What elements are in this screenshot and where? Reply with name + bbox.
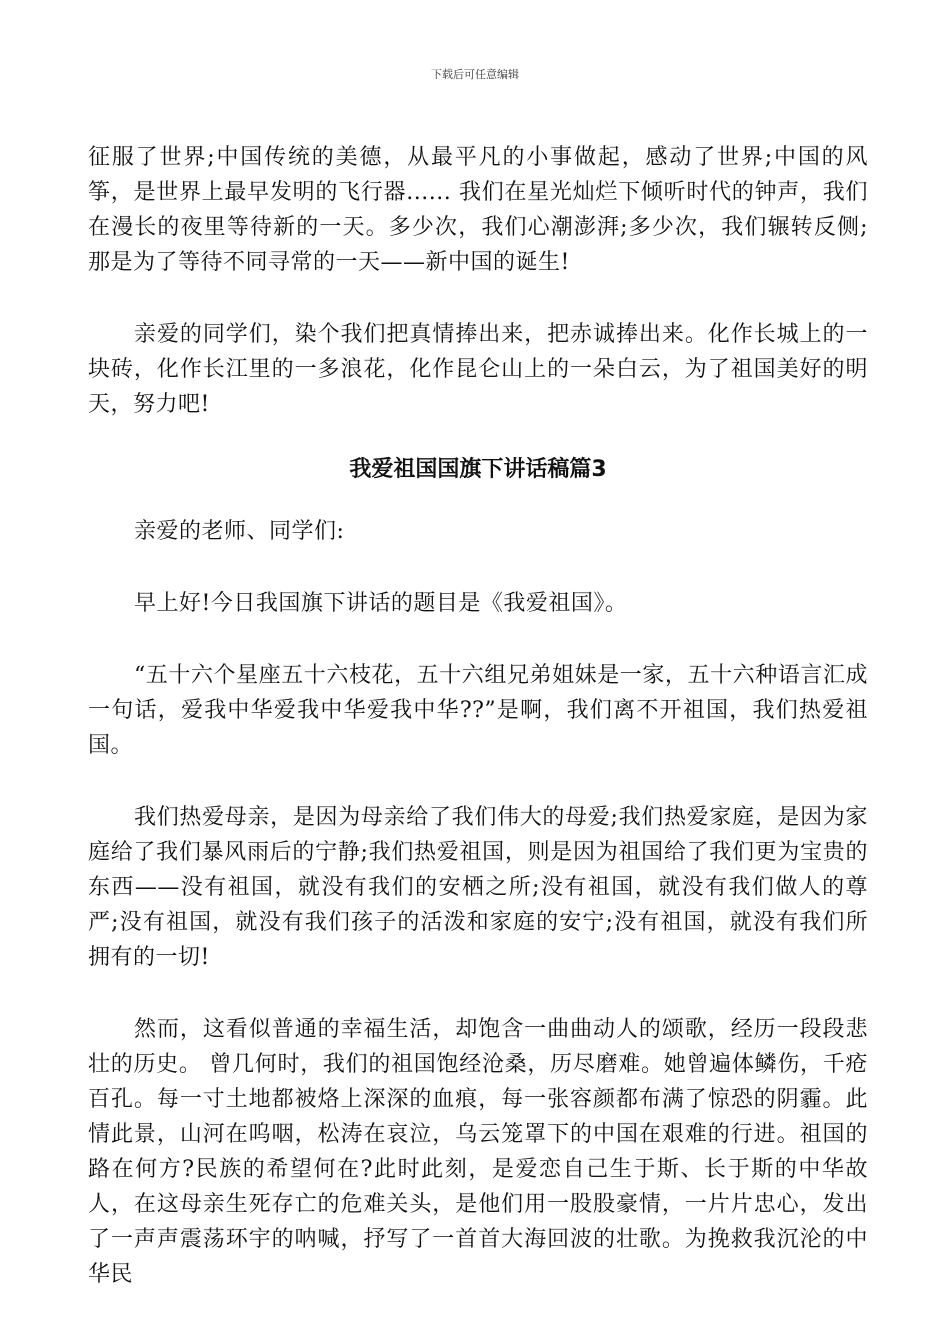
page-header-note: 下载后可任意编辑 bbox=[431, 68, 519, 81]
paragraph-topic: 早上好!今日我国旗下讲话的题目是《我爱祖国》。 bbox=[134, 591, 628, 616]
document-body bbox=[88, 140, 868, 1292]
paragraph-continued: 征服了世界;中国传统的美德，从最平凡的小事做起，感动了世界;中国的风筝，是世界上最早发明的飞行器...... 我们在星光灿烂下倾听时代的钟声，我们在漫长的夜里等待新的一天。多少次，我们心潮澎湃;多少次，我们辗转反侧;那是为了等待不同寻常的一天——新中国的诞生! bbox=[88, 145, 868, 275]
paragraph-closing: 亲爱的同学们，染个我们把真情捧出来，把赤诚捧出来。化作长城上的一块砖，化作长江里的一多浪花，化作昆仑山上的一朵白云，为了祖国美好的明天，努力吧! bbox=[88, 322, 868, 417]
paragraph-history: 然而，这看似普通的幸福生活，却饱含一曲曲动人的颂歌，经历一段段悲壮的历史。 曾几何时，我们的祖国饱经沧桑，历尽磨难。她曾遍体鳞伤，千疮百孔。每一寸土地都被烙上深深的血痕，每一张容颜都布满了惊恐的阴霾。此情此景，山河在呜咽，松涛在哀泣，乌云笼罩下的中国在艰难的行进。祖国的路在何方?民族的希望何在?此时此刻，是爱恋自己生于斯、长于斯的中华故人，在这母亲生死存亡的危难关头，是他们用一股股豪情，一片片忠心，发出了一声声震荡环宇的呐喊，抒写了一首首大海回波的壮歌。为挽救我沉沦的中华民 bbox=[88, 1017, 868, 1287]
paragraph-quote: “五十六个星座五十六枝花，五十六组兄弟姐妹是一家，五十六种语言汇成一句话，爱我中华爱我中华爱我中华??”是啊，我们离不开祖国，我们热爱祖国。 bbox=[88, 663, 868, 758]
paragraph-love-motherland: 我们热爱母亲，是因为母亲给了我们伟大的母爱;我们热爱家庭，是因为家庭给了我们暴风雨后的宁静;我们热爱祖国，则是因为祖国给了我们更为宝贵的东西——没有祖国，就没有我们的安栖之所;没有祖国，就没有我们做人的尊严;没有祖国，就没有我们孩子的活泼和家庭的安宁;没有祖国，就没有我们所拥有的一切! bbox=[88, 805, 868, 970]
paragraph-greeting: 亲爱的老师、同学们: bbox=[134, 519, 345, 544]
section-title: 我爱祖国国旗下讲话稿篇3 bbox=[349, 457, 607, 482]
